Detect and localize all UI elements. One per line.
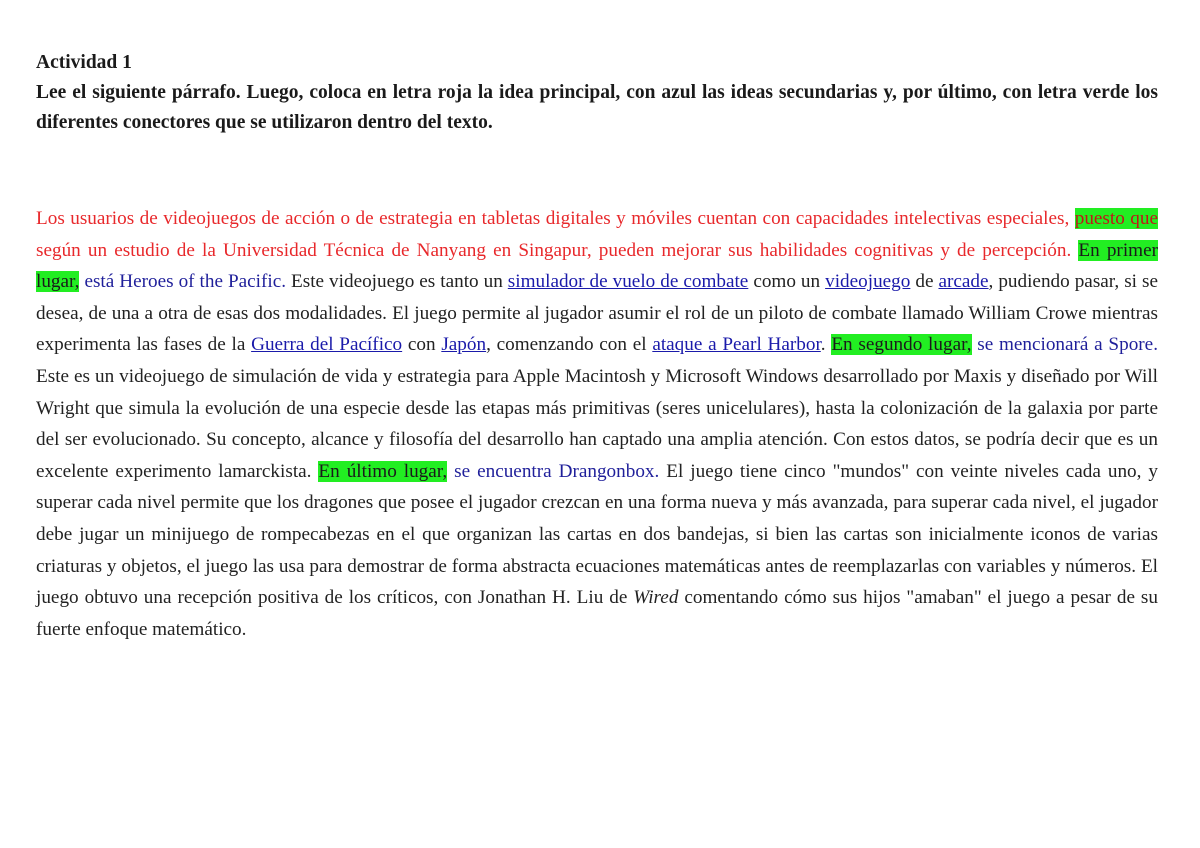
paragraph-text: Este videojuego es tanto un [286, 271, 508, 293]
main-idea-part-1: Los usuarios de videojuegos de acción o de estrategia en tabletas digitales y móviles cuentan con capacidades intelectivas especiales, [36, 208, 1075, 229]
connector-ultimo-lugar: En último lugar, [318, 460, 448, 482]
paragraph-text: como un [748, 271, 826, 293]
main-idea-part-2: según un estudio de la Universidad Técnica de Nanyang en Singapur, pueden mejorar sus habilidades cognitivas y de percepción. [36, 239, 1072, 261]
reading-paragraph [36, 203, 1158, 645]
paragraph-text: El juego tiene cinco "mundos" con veinte niveles cada uno, y superar cada nivel permite que los dragones que posee el jugador crezcan en una forma nueva y más avanzada, para superar cada nivel, el jugador debe jugar un minijuego de rompecabezas en el que organizan las cartas en dos bandejas, si bien las cartas son inicialmente iconos de varias criaturas y objetos, el juego las usa para demostrar de forma abstracta ecuaciones matemáticas antes de reemplazarlas con variables y números. El juego obtuvo una recepción positiva de los críticos, con Jonathan H. Liu de [36, 460, 1158, 609]
secondary-idea-1: está Heroes of the Pacific. [79, 271, 287, 293]
activity-instruction: Lee el siguiente párrafo. Luego, coloca en letra roja la idea principal, con azul las ideas secundarias y, por último, con letra verde los diferentes conectores que se utilizaron dentro del texto. [36, 82, 1158, 133]
activity-title: Actividad 1 [36, 52, 132, 73]
link-flight-simulator[interactable]: simulador de vuelo de combate [507, 271, 749, 293]
paragraph-text: de [910, 271, 939, 293]
connector-puesto-que: puesto que [1074, 208, 1158, 229]
paragraph-text: . [820, 334, 826, 356]
paragraph-text: Este es un videojuego de simulación de vida y estrategia para Apple Macintosh y Microsoft Windows desarrollado por Maxis y diseñado por Will Wright que simula la evolución de una especie desde las etapas más primitivas (seres unicelulares), hasta la colonización de la galaxia por parte del ser evolucionado. Su concepto, alcance y filosofía del desarrollo han captado una amplia atención. Con estos datos, se podría decir que es un excelente experimento lamarckista. [36, 365, 1158, 482]
connector-primer-lugar: En primer lugar, [36, 239, 1158, 293]
secondary-idea-3: se encuentra Drangonbox. [447, 460, 660, 482]
wired-magazine: Wired [633, 587, 679, 609]
link-pacific-war[interactable]: Guerra del Pacífico [251, 334, 403, 356]
link-japan[interactable]: Japón [441, 334, 487, 356]
paragraph-text: con [402, 334, 442, 356]
connector-segundo-lugar: En segundo lugar, [831, 334, 972, 356]
link-arcade[interactable]: arcade [938, 271, 989, 293]
secondary-idea-2: se mencionará a Spore. [971, 334, 1158, 356]
link-pearl-harbor[interactable]: ataque a Pearl Harbor [652, 334, 821, 356]
activity-header [36, 48, 1158, 138]
link-videogame[interactable]: videojuego [825, 271, 911, 293]
paragraph-text: , pudiendo pasar, si se desea, de una a otra de esas dos modalidades. El juego permite al jugador asumir el rol de un piloto de combate llamado William Crowe mientras experimenta las fases de la [36, 271, 1158, 356]
paragraph-text: comentando cómo sus hijos "amaban" el juego a pesar de su fuerte enfoque matemático. [36, 587, 1158, 640]
paragraph-text: , comenzando con el [486, 334, 653, 356]
